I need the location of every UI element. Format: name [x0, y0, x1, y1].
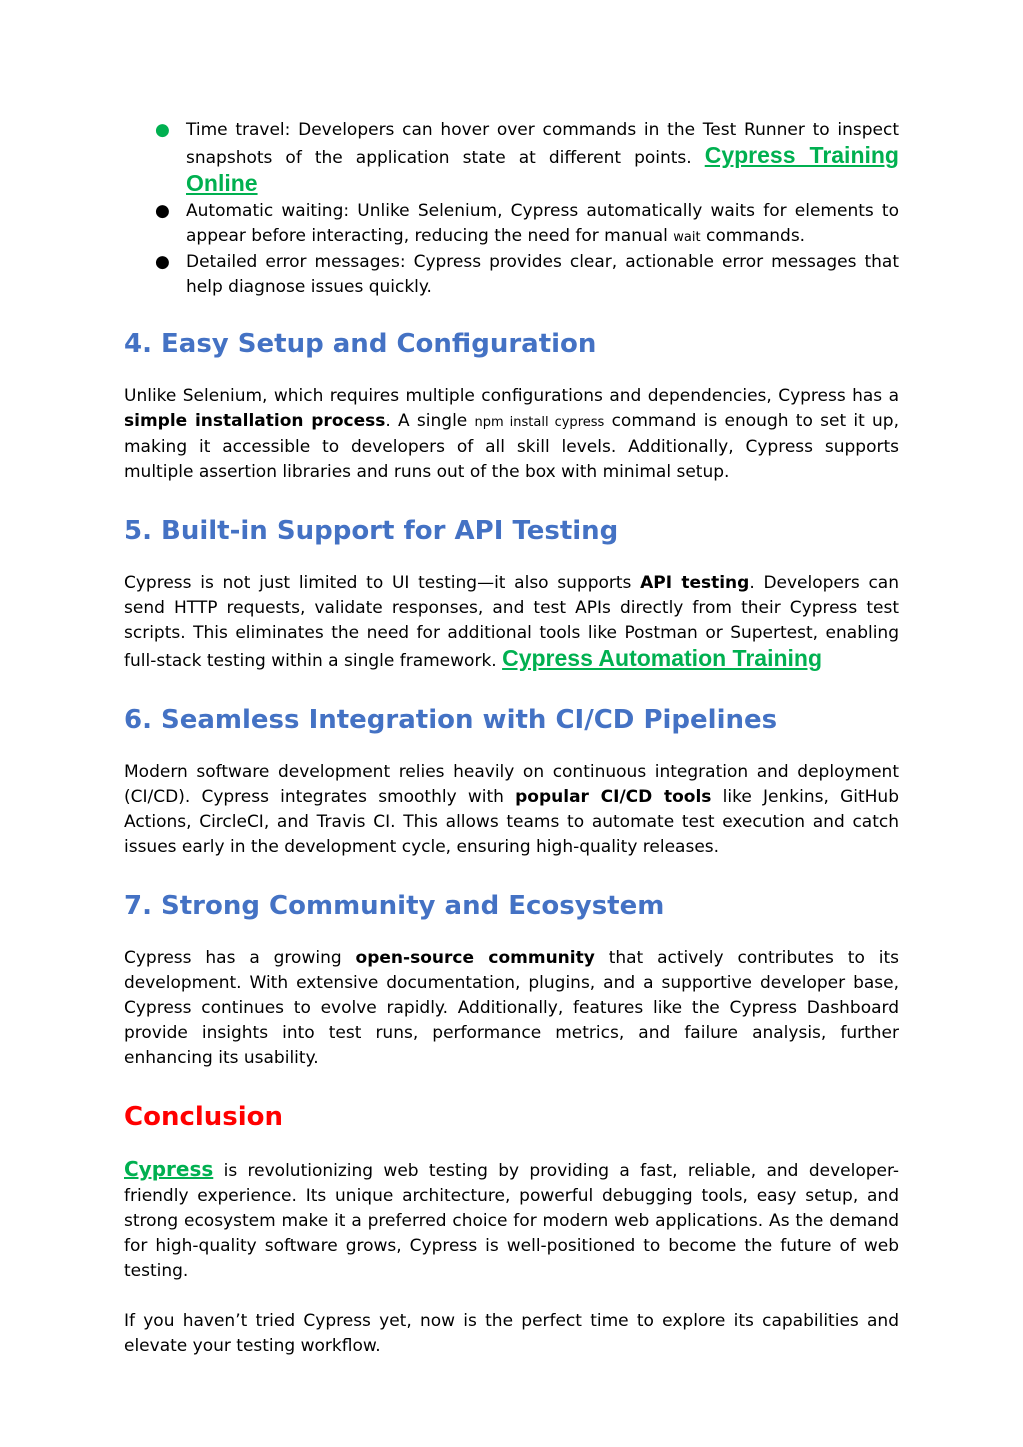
section-heading-6: 6. Seamless Integration with CI/CD Pipelines	[124, 705, 778, 735]
section-paragraph-5	[124, 571, 899, 674]
section-heading-5: 5. Built-in Support for API Testing	[124, 516, 619, 546]
paragraph-text: . Developers can send HTTP requests, validate responses, and test APIs directly from their Cypress test scripts. This eliminates the need for additional tools like Postman or Supertest, enabling full-stack testing within a single framework.	[124, 573, 899, 671]
list-item	[124, 250, 899, 300]
feature-bullet-list	[124, 118, 899, 300]
bullet-icon: ●	[155, 120, 170, 140]
list-item	[124, 199, 899, 250]
cypress-automation-training-link[interactable]: Cypress Automation Training	[502, 645, 823, 671]
closing-paragraph: If you haven’t tried Cypress yet, now is the perfect time to explore its capabilities and elevate your testing workflow.	[124, 1311, 899, 1356]
bullet-icon: ●	[155, 201, 170, 221]
section-paragraph-4	[124, 384, 899, 485]
document-page	[124, 118, 899, 1359]
conclusion-heading: Conclusion	[124, 1102, 284, 1132]
cypress-link[interactable]: Cypress	[124, 1157, 214, 1181]
conclusion-paragraph	[124, 1157, 899, 1284]
section-heading-4: 4. Easy Setup and Configuration	[124, 329, 597, 359]
paragraph-text: is revolutionizing web testing by providing a fast, reliable, and developer-friendly experience. Its unique architecture, powerful debugging tools, easy setup, and strong ecosystem make it a preferred choice for modern web applications. As the demand for high-quality software grows, Cypress is well-positioned to become the future of web testing.	[124, 1161, 899, 1281]
bullet-text: commands.	[700, 226, 806, 246]
bold-text: open-source community	[355, 948, 595, 968]
bold-text: popular CI/CD tools	[515, 787, 712, 807]
paragraph-text: Cypress has a growing	[124, 948, 356, 968]
bullet-text: Detailed error messages: Cypress provides clear, actionable error messages that help diagnose issues quickly.	[186, 252, 899, 297]
cypress-training-online-link[interactable]: Cypress Training Online	[186, 142, 899, 196]
paragraph-text: Cypress is not just limited to UI testing—it also supports	[124, 573, 641, 593]
inline-code: wait	[673, 230, 701, 245]
bullet-text: Automatic waiting: Unlike Selenium, Cypress automatically waits for elements to appear before interacting, reducing the need for manual	[186, 201, 899, 246]
paragraph-text: . A single	[385, 411, 475, 431]
bold-text: API testing	[640, 573, 750, 593]
section-heading-7: 7. Strong Community and Ecosystem	[124, 891, 665, 921]
paragraph-text: that actively contributes to its development. With extensive documentation, plugins, and a supportive developer base, Cypress continues to evolve rapidly. Additionally, features like the Cypress Dashboard provide insights into test runs, performance metrics, and failure analysis, further enhancing its usability.	[124, 948, 899, 1068]
paragraph-text: like Jenkins, GitHub Actions, CircleCI, and Travis CI. This allows teams to automate test execution and catch issues early in the development cycle, ensuring high-quality releases.	[124, 787, 899, 857]
paragraph-text: command is enough to set it up, making it accessible to developers of all skill levels. Additionally, Cypress supports multiple assertion libraries and runs out of the box with minimal setup.	[124, 411, 900, 482]
bold-text: simple installation process	[124, 411, 386, 431]
paragraph-text: Modern software development relies heavily on continuous integration and deployment (CI/CD). Cypress integrates smoothly with	[124, 762, 899, 807]
section-paragraph-6	[124, 760, 899, 860]
paragraph-text: Unlike Selenium, which requires multiple configurations and dependencies, Cypress has a	[124, 386, 899, 406]
inline-code: npm install cypress	[474, 415, 605, 430]
bullet-text: Time travel: Developers can hover over commands in the Test Runner to inspect snapshots of the application state at different points.	[186, 120, 899, 168]
list-item	[124, 118, 899, 199]
section-paragraph-7	[124, 946, 899, 1071]
bullet-icon: ●	[155, 252, 170, 272]
